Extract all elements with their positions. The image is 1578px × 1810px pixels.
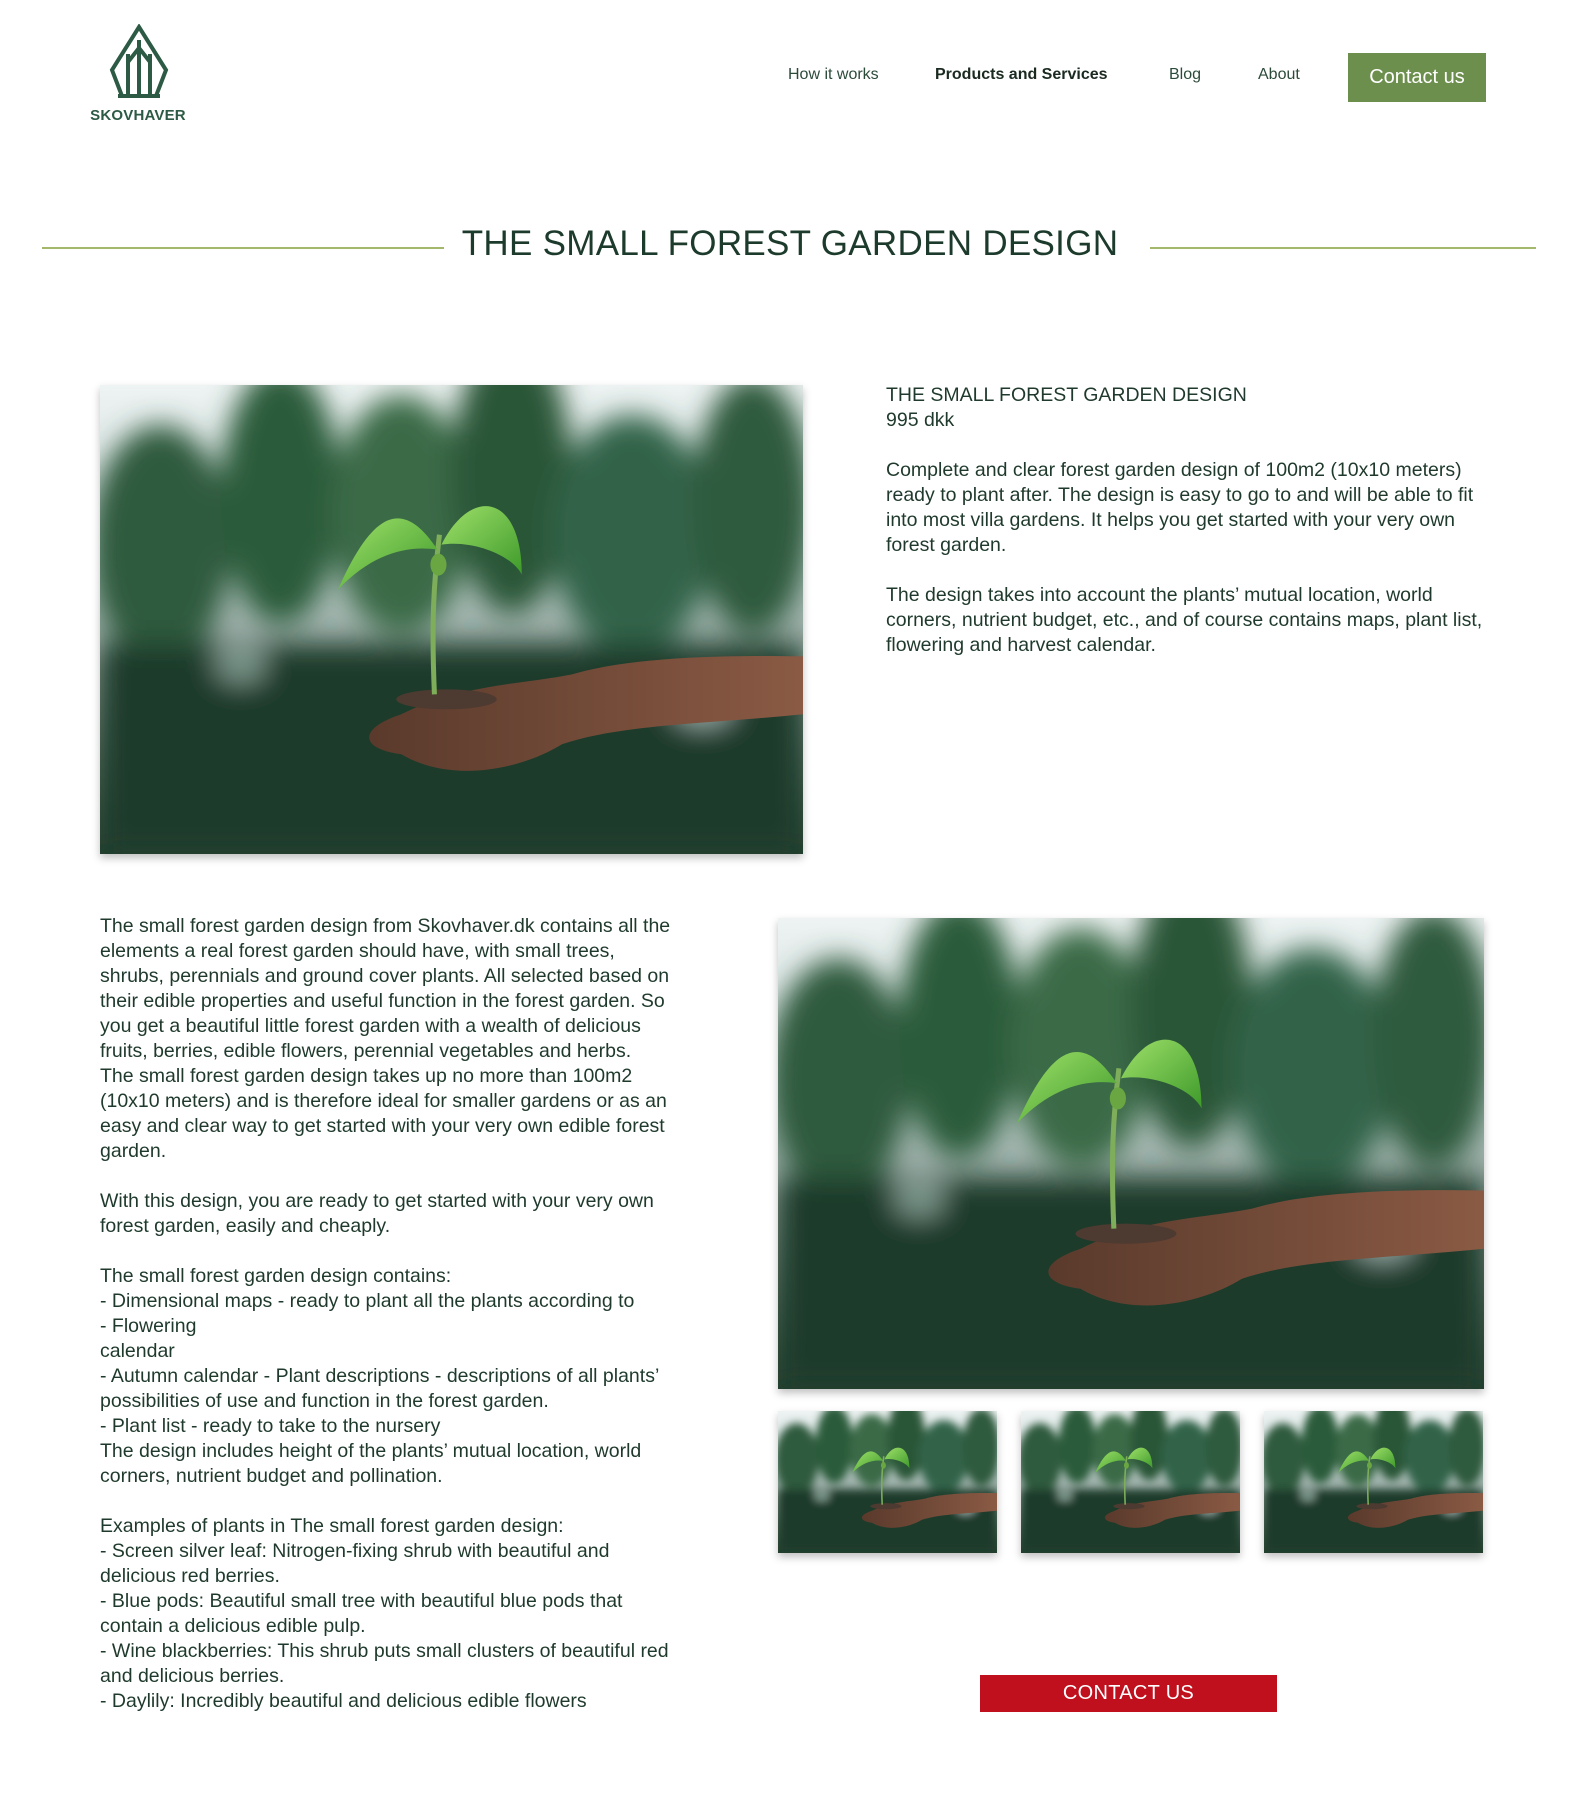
text-line: possibilities of use and function in the forest garden. (100, 1390, 549, 1412)
product-info (886, 383, 1486, 658)
product-price: 995 dkk (886, 409, 955, 431)
text-line: - Screen silver leaf: Nitrogen-fixing shrub with beautiful and (100, 1540, 610, 1562)
nav-about[interactable]: About (1258, 66, 1300, 83)
details-contains (100, 1264, 740, 1489)
text-line: The design includes height of the plants’ mutual location, world (100, 1440, 642, 1462)
nav-how-it-works[interactable]: How it works (788, 66, 879, 83)
contact-us-button[interactable]: Contact us (1348, 53, 1486, 102)
text-line: - Dimensional maps - ready to plant all the plants according to (100, 1290, 635, 1312)
product-details (100, 914, 740, 1714)
text-line: calendar (100, 1340, 175, 1362)
details-ready (100, 1189, 740, 1239)
text-line: Examples of plants in The small forest garden design: (100, 1515, 564, 1537)
text-line: With this design, you are ready to get started with your very own (100, 1190, 654, 1212)
text-line: - Autumn calendar - Plant descriptions - descriptions of all plants’ (100, 1365, 660, 1387)
text-line: fruits, berries, edible flowers, perennial vegetables and herbs. (100, 1040, 632, 1062)
logo[interactable] (90, 24, 190, 128)
seedling-photo (1264, 1411, 1483, 1553)
text-line: forest garden, easily and cheaply. (100, 1215, 391, 1237)
page-title: THE SMALL FOREST GARDEN DESIGN (461, 224, 1119, 263)
text-line: their edible properties and useful function in the forest garden. So (100, 990, 665, 1012)
details-intro (100, 914, 740, 1164)
text-line: shrubs, perennials and ground cover plants. All selected based on (100, 965, 670, 987)
text-line: - Daylily: Incredibly beautiful and delicious edible flowers (100, 1690, 587, 1712)
product-description-1: Complete and clear forest garden design of 100m2 (10x10 meters) ready to plant after. The design is easy to go to and will be able to fit into most villa gardens. It helps you get started with your very own forest garden. (886, 459, 1474, 556)
text-line: contain a delicious edible pulp. (100, 1615, 366, 1637)
text-line: - Wine blackberries: This shrub puts small clusters of beautiful red (100, 1640, 669, 1662)
gallery-main-image[interactable] (778, 918, 1484, 1389)
tree-house-logo-icon (104, 24, 174, 110)
text-line: garden. (100, 1140, 167, 1162)
logo-text: SKOVHAVER (90, 107, 186, 124)
nav-products-and-services[interactable]: Products and Services (935, 66, 1108, 83)
text-line: easy and clear way to get started with your very own edible forest (100, 1115, 665, 1137)
product-image[interactable] (100, 385, 803, 854)
text-line: corners, nutrient budget and pollination. (100, 1465, 443, 1487)
seedling-photo (778, 918, 1484, 1389)
product-description-2: The design takes into account the plants’ mutual location, world corners, nutrient budget, etc., and of course contains maps, plant list, flowering and harvest calendar. (886, 584, 1483, 656)
seedling-photo (1021, 1411, 1240, 1553)
gallery-thumbnail-2[interactable] (1021, 1411, 1240, 1553)
product-name: THE SMALL FOREST GARDEN DESIGN (886, 384, 1247, 406)
text-line: - Blue pods: Beautiful small tree with beautiful blue pods that (100, 1590, 623, 1612)
gallery-thumbnail-1[interactable] (778, 1411, 997, 1553)
title-divider-right (1150, 247, 1536, 249)
text-line: The small forest garden design from Skovhaver.dk contains all the (100, 915, 671, 937)
text-line: delicious red berries. (100, 1565, 280, 1587)
nav-blog[interactable]: Blog (1169, 66, 1202, 83)
gallery-thumbnail-3[interactable] (1264, 1411, 1483, 1553)
seedling-photo (100, 385, 803, 854)
text-line: elements a real forest garden should have, with small trees, (100, 940, 615, 962)
contact-us-cta-button[interactable]: CONTACT US (980, 1675, 1277, 1712)
details-examples (100, 1514, 740, 1714)
seedling-photo (778, 1411, 997, 1553)
text-line: (10x10 meters) and is therefore ideal for smaller gardens or as an (100, 1090, 667, 1112)
text-line: The small forest garden design takes up no more than 100m2 (100, 1065, 633, 1087)
text-line: The small forest garden design contains: (100, 1265, 452, 1287)
text-line: - Plant list - ready to take to the nursery (100, 1415, 441, 1437)
text-line: you get a beautiful little forest garden with a wealth of delicious (100, 1015, 641, 1037)
text-line: - Flowering (100, 1315, 197, 1337)
title-divider-left (42, 247, 444, 249)
text-line: and delicious berries. (100, 1665, 285, 1687)
